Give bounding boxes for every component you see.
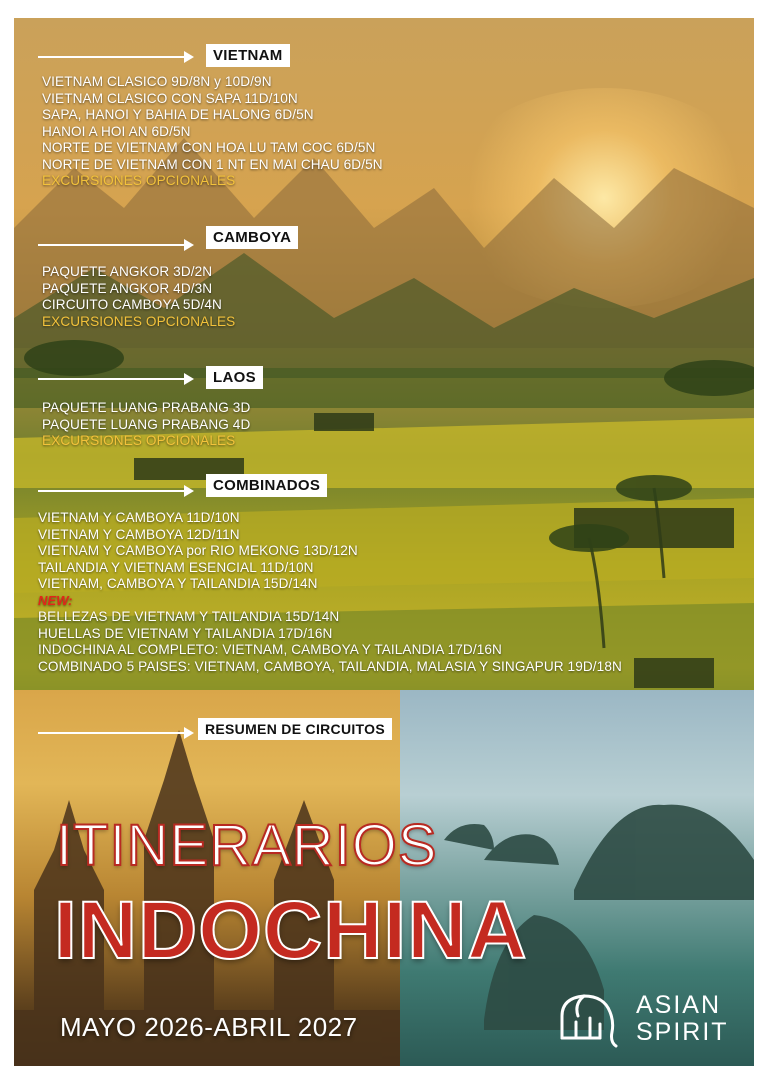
list-item: SAPA, HANOI Y BAHIA DE HALONG 6D/5N	[42, 107, 314, 122]
asian-spirit-logo	[552, 986, 748, 1052]
list-item: PAQUETE ANGKOR 3D/2N	[42, 264, 213, 279]
list-item: PAQUETE LUANG PRABANG 4D	[42, 416, 251, 432]
list-item: PAQUETE LUANG PRABANG 3D	[42, 400, 251, 415]
optional-excursions-link[interactable]: EXCURSIONES OPCIONALES	[42, 433, 236, 448]
list-item: VIETNAM Y CAMBOYA 12D/11N	[38, 526, 240, 542]
section-title-combinados: COMBINADOS	[206, 474, 327, 497]
arrow-icon	[38, 732, 186, 734]
arrow-icon	[38, 490, 186, 492]
list-item: COMBINADO 5 PAISES: VIETNAM, CAMBOYA, TAILANDIA, MALASIA Y SINGAPUR 19D/18N	[38, 658, 622, 674]
new-badge: NEW:	[38, 592, 73, 608]
arrow-icon	[38, 244, 186, 246]
list-item: HANOI A HOI AN 6D/5N	[42, 123, 191, 139]
logo-line2: SPIRIT	[636, 1018, 729, 1046]
list-item: NORTE DE VIETNAM CON HOA LU TAM COC 6D/5N	[42, 140, 376, 155]
camboya-list	[42, 264, 235, 330]
list-item: INDOCHINA AL COMPLETO: VIETNAM, CAMBOYA Y TAILANDIA 17D/16N	[38, 642, 502, 657]
cover-title-line2: INDOCHINA	[54, 885, 528, 976]
arrow-icon	[38, 378, 186, 380]
list-item: VIETNAM, CAMBOYA Y TAILANDIA 15D/14N	[38, 576, 318, 591]
list-item: VIETNAM CLASICO 9D/8N y 10D/9N	[42, 74, 272, 89]
combinados-list	[38, 510, 622, 675]
vietnam-list	[42, 74, 383, 190]
optional-excursions-link[interactable]: EXCURSIONES OPCIONALES	[42, 313, 236, 329]
list-item: BELLEZAS DE VIETNAM Y TAILANDIA 15D/14N	[38, 609, 340, 624]
section-title-camboya: CAMBOYA	[206, 226, 298, 249]
logo-wordmark	[636, 992, 729, 1046]
list-item: HUELLAS DE VIETNAM Y TAILANDIA 17D/16N	[38, 625, 333, 641]
cover-title-line1: ITINERARIOS	[56, 813, 438, 878]
laos-list	[42, 400, 250, 450]
section-title-resumen: RESUMEN DE CIRCUITOS	[198, 718, 392, 740]
list-item: VIETNAM Y CAMBOYA por RIO MEKONG 13D/12N	[38, 543, 358, 558]
list-item: PAQUETE ANGKOR 4D/3N	[42, 280, 213, 296]
list-item: TAILANDIA Y VIETNAM ESENCIAL 11D/10N	[38, 559, 314, 575]
optional-excursions-link[interactable]: EXCURSIONES OPCIONALES	[42, 173, 236, 188]
elephant-icon	[556, 988, 628, 1050]
cover-dates: MAYO 2026-ABRIL 2027	[60, 1012, 358, 1042]
brochure-page	[14, 18, 754, 1066]
section-title-vietnam: VIETNAM	[206, 44, 290, 67]
list-item: CIRCUITO CAMBOYA 5D/4N	[42, 297, 222, 312]
list-item: NORTE DE VIETNAM CON 1 NT EN MAI CHAU 6D/5N	[42, 156, 383, 172]
list-item: VIETNAM Y CAMBOYA 11D/10N	[38, 510, 240, 525]
list-item: VIETNAM CLASICO CON SAPA 11D/10N	[42, 90, 298, 106]
logo-line1: ASIAN	[636, 991, 722, 1019]
section-title-laos: LAOS	[206, 366, 263, 389]
arrow-icon	[38, 56, 186, 58]
